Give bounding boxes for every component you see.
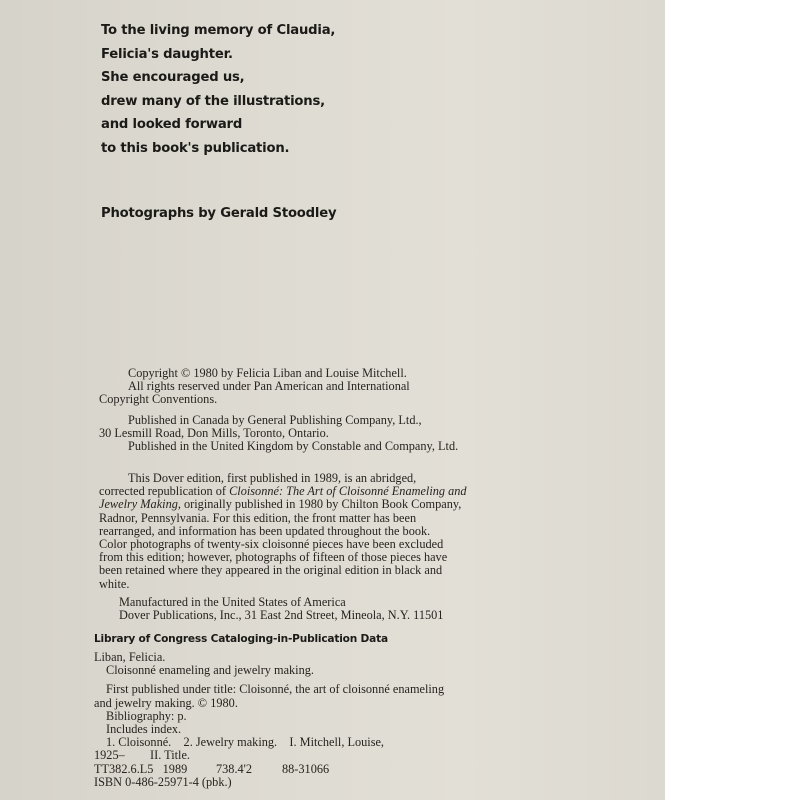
dedication-line: To the living memory of Claudia, — [101, 23, 336, 38]
cip-row — [94, 763, 444, 776]
original-title-cont: Jewelry Making, — [99, 497, 181, 512]
edition-line: rearranged, and information has been updated throughout the book. — [99, 523, 431, 538]
cip-note: First published under title: Cloisonné, the art of cloisonné enameling — [106, 682, 445, 697]
edition-line: Radnor, Pennsylvania. For this edition, the front matter has been — [99, 510, 417, 525]
cip-birth-year: 1925– — [94, 748, 125, 763]
manufactured-line: Manufactured in the United States of America — [119, 595, 346, 609]
original-title: Cloisonné: The Art of Cloisonné Enameling and — [229, 484, 467, 499]
edition-line: Color photographs of twenty-six cloisonné pieces have been excluded — [99, 537, 444, 552]
cip-note: Bibliography: p. — [106, 708, 187, 723]
dedication-line: drew many of the illustrations, — [101, 93, 325, 109]
cip-note: 1. Cloisonné. 2. Jewelry making. I. Mitchell, Louise, — [106, 735, 385, 750]
dedication-line: She encouraged us, — [101, 70, 245, 85]
manufactured-line: Dover Publications, Inc., 31 East 2nd Street, Mineola, N.Y. 11501 — [119, 608, 444, 623]
manufactured-notice — [99, 596, 443, 622]
copyright-line: Copyright Conventions. — [99, 392, 218, 407]
edition-line: corrected republication of Cloisonné: The Art of Cloisonné Enameling and — [99, 484, 467, 499]
edition-line: Jewelry Making, originally published in 1980 by Chilton Book Company, — [99, 497, 462, 512]
edition-notice — [99, 472, 467, 591]
published-line: Published in the United Kingdom by Constable and Company, Ltd. — [128, 439, 459, 454]
edition-line: from this edition; however, photographs of fifteen of those pieces have — [99, 550, 448, 565]
published-line: Published in Canada by General Publishing Company, Ltd., — [128, 413, 422, 427]
cip-note: Includes index. — [106, 722, 182, 737]
dedication-line: and looked forward — [101, 117, 243, 132]
cip-heading: Library of Congress Cataloging-in-Publication Data — [94, 633, 388, 645]
edition-line: white. — [99, 576, 130, 591]
cip-call-number: TT382.6.L5 1989 — [94, 761, 188, 776]
cip-record — [94, 651, 444, 789]
cip-note: and jewelry making. © 1980. — [94, 695, 238, 710]
publishers — [99, 414, 458, 454]
edition-line: been retained where they appeared in the original edition in black and — [99, 563, 443, 578]
cip-lccn: 88-31066 — [282, 761, 330, 776]
copyright-notice — [99, 367, 410, 407]
dedication-line: Felicia's daughter. — [101, 46, 233, 62]
photo-credit: Photographs by Gerald Stoodley — [101, 206, 337, 221]
dedication-line: to this book's publication. — [101, 140, 290, 156]
copyright-line: All rights reserved under Pan American and International — [128, 379, 410, 394]
cip-isbn: ISBN 0-486-25971-4 (pbk.) — [94, 774, 232, 789]
cip-book-title: Cloisonné enameling and jewelry making. — [106, 663, 314, 678]
cip-title-entry: II. Title. — [150, 748, 190, 763]
cip-row — [94, 749, 444, 762]
published-line: 30 Lesmill Road, Don Mills, Toronto, Ontario. — [99, 426, 329, 441]
copyright-line: Copyright © 1980 by Felicia Liban and Louise Mitchell. — [128, 366, 407, 380]
cip-author: Liban, Felicia. — [94, 650, 166, 664]
cip-dewey: 738.4'2 — [216, 761, 253, 776]
dedication — [101, 19, 335, 160]
edition-line: This Dover edition, first published in 1989, is an abridged, — [128, 471, 417, 485]
